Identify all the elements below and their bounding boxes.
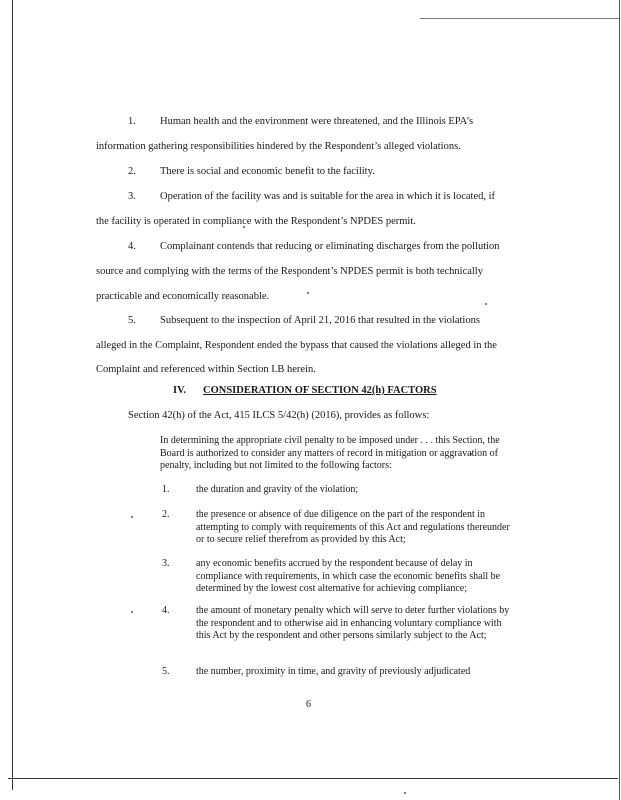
quote-item-text: the number, proximity in time, and gravity of previously adjudicated <box>196 666 471 677</box>
section-number: IV. <box>173 385 186 396</box>
section-heading <box>173 385 437 396</box>
section-title: CONSIDERATION OF SECTION 42(h) FACTORS <box>203 385 437 396</box>
paragraph-text: the facility is operated in compliance with the Respondent’s NPDES permit. <box>96 216 416 227</box>
paragraph-text: alleged in the Complaint, Respondent ended the bypass that caused the violations alleged in the <box>96 340 497 351</box>
quote-item-text: the duration and gravity of the violation; <box>196 484 359 495</box>
scan-speck <box>485 303 487 305</box>
page-number: 6 <box>306 699 311 710</box>
paragraph-text: Complaint and referenced within Section I.B herein. <box>96 364 316 375</box>
scan-border-left <box>12 0 13 790</box>
paragraph-number: 3. <box>128 191 136 202</box>
quote-item-number: 2. <box>162 509 170 520</box>
paragraph-text: practicable and economically reasonable. <box>96 291 270 302</box>
quote-item-number: 4. <box>162 605 170 616</box>
paragraph-number: 4. <box>128 241 136 252</box>
paragraph-text: information gathering responsibilities hindered by the Respondent’s alleged violations. <box>96 141 461 152</box>
quote-item-number: 3. <box>162 558 170 569</box>
scan-border-right <box>619 0 620 800</box>
scan-border-bottom <box>8 778 618 779</box>
quote-intro: In determining the appropriate civil penalty to be imposed under . . . this Section, the Board is authorized to consider any matters of record in mitigation or aggravation of penalty, including but not limited to the following factors: <box>160 435 500 471</box>
quote-item-number: 1. <box>162 484 170 495</box>
scan-speck <box>131 611 133 613</box>
paragraph-text: source and complying with the terms of the Respondent’s NPDES permit is both technically <box>96 266 483 277</box>
paragraph-text: Human health and the environment were threatened, and the Illinois EPA’s <box>160 116 474 127</box>
paragraph-text: Subsequent to the inspection of April 21, 2016 that resulted in the violations <box>160 315 480 326</box>
paragraph-text: There is social and economic benefit to the facility. <box>160 166 375 177</box>
paragraph-number: 2. <box>128 166 136 177</box>
scan-border-top <box>420 18 620 19</box>
paragraph-text: Complainant contends that reducing or eliminating discharges from the pollution <box>160 241 500 252</box>
scan-speck <box>307 292 309 294</box>
quote-item-text: any economic benefits accrued by the respondent because of delay in compliance with requirements, in which case the economic benefits shall be determined by the lowest cost alternative for achieving compliance; <box>196 558 501 594</box>
quote-item-text: the presence or absence of due diligence on the part of the respondent in attempting to comply with requirements of this Act and regulations thereunder or to secure relief therefrom as provided by this Act; <box>196 509 510 545</box>
scan-speck <box>404 792 406 794</box>
paragraph-number: 5. <box>128 315 136 326</box>
paragraph-text: Operation of the facility was and is suitable for the area in which it is located, if <box>160 191 496 202</box>
quote-item-number: 5. <box>162 666 170 677</box>
section-intro: Section 42(h) of the Act, 415 ILCS 5/42(h) (2016), provides as follows: <box>128 410 430 421</box>
scan-speck <box>131 516 133 518</box>
quote-item-text: the amount of monetary penalty which will serve to deter further violations by the respondent and to otherwise aid in enhancing voluntary compliance with this Act by the respondent and other persons similarly subject to the Act; <box>196 605 510 641</box>
paragraph-number: 1. <box>128 116 136 127</box>
